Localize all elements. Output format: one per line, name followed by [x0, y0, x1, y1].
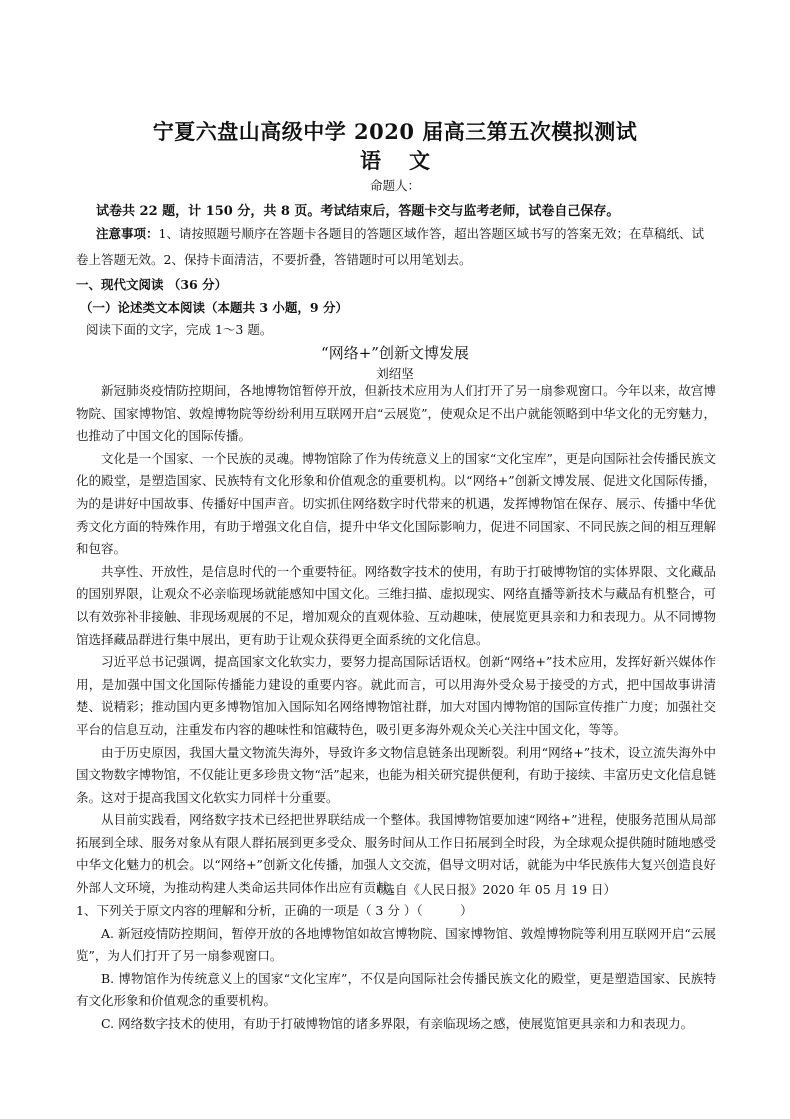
- reading-instruction: 阅读下面的文字，完成 1～3 题。: [86, 322, 273, 337]
- article-paragraph: 从目前实践看，网络数字技术已经把世界联结成一个整体。我国博物馆要加速“网络+”进程，使服务范围从局部拓展到全球、服务对象从有限人群拓展到更多受众、服务时间从工作日拓展到全时段，为全球观众提供随时随地感受中华文化魅力的机会。以“网络+”创新文化传播，加强人文交流，倡导文明对话，就能为中华民族伟大复兴创造良好外部人文环境，为推动构建人类命运共同体作出应有贡献。: [76, 812, 716, 896]
- attention-text: 1、请按照题号顺序在答题卡各题目的答题区域作答，超出答题区域书写的答案无效；在草稿纸、试卷上答题无效。2、保持卡面清洁，不要折叠，答错题时可以用笔划去。: [76, 226, 704, 267]
- option-c: C. 网络数字技术的使用，有助于打破博物馆的诸多界限，有亲临现场之感，使展览馆更具亲和力和表现力。: [101, 1015, 694, 1031]
- exam-notice: 试卷共 22 题，计 150 分，共 8 页。考试结束后，答题卡交与监考老师，试卷自己保存。: [96, 204, 620, 219]
- subsection-heading: （一）论述类文本阅读（本题共 3 小题，9 分）: [80, 300, 348, 315]
- option-a: A. 新冠疫情防控期间，暂停开放的各地博物馆如故宫博物院、国家博物馆、敦煌博物院等利用互联网开启“云展览”，为人们打开了另一扇参观窗口。: [76, 925, 716, 964]
- article-title: “网络+”创新文博发展: [321, 344, 469, 362]
- exam-title: 宁夏六盘山高级中学 2020 届高三第五次模拟测试: [152, 119, 638, 144]
- article-paragraph: 由于历史原因，我国大量文物流失海外，导致许多文物信息链条出现断裂。利用“网络+”技术，设立流失海外中国文物数字博物馆，不仅能让更多珍贵文物“活”起来，也能为相关研究提供便利，有助于接续、丰富历史文化信息链条。这对于提高我国文化软实力同样十分重要。: [76, 744, 716, 805]
- article-paragraph: 习近平总书记强调，提高国家文化软实力，要努力提高国际话语权。创新“网络+”技术应用，发挥好新兴媒体作用，是加强中国文化国际传播能力建设的重要内容。就此而言，可以用海外受众易于接受的方式，把中国故事讲清楚、说精彩；推动国内更多博物馆加入国际知名网络博物馆社群，加大对国内博物馆的国际宣传推广力度；加强社交平台的信息互动，注重发布内容的趣味性和馆藏特色，吸引更多海外观众关心关注中国文化，等等。: [76, 654, 716, 737]
- article-author: 刘绍坚: [376, 366, 414, 381]
- subject-title: 语文: [360, 148, 458, 173]
- attention-notes: [76, 221, 716, 273]
- section-heading: 一、现代文阅读 （36 分）: [76, 277, 228, 292]
- article-paragraph: 新冠肺炎疫情防控期间，各地博物馆暂停开放，但新技术应用为人们打开了另一扇参观窗口。今年以来，故宫博物院、国家博物馆、敦煌博物院等纷纷利用互联网开启“云展览”，使观众足不出户就能领略到中华文化的无穷魅力，也推动了中国文化的国际传播。: [76, 383, 716, 444]
- article-source: （选自《人民日报》2020 年 05 月 19 日）: [370, 882, 616, 897]
- setter-line: 命题人：: [369, 178, 420, 193]
- question-1: [76, 900, 716, 1036]
- article-body: [76, 380, 716, 900]
- attention-label: 注意事项：: [96, 226, 159, 241]
- option-b: B. 博物馆作为传统意义上的国家“文化宝库”，不仅是向国际社会传播民族文化的殿堂，更是塑造国家、民族特有文化形象和价值观念的重要机构。: [76, 970, 716, 1009]
- question-stem: 1、下列关于原文内容的理解和分析，正确的一项是（ 3 分 ）（ ）: [76, 903, 473, 918]
- article-paragraph: 文化是一个国家、一个民族的灵魂。博物馆除了作为传统意义上的国家“文化宝库”，更是向国际社会传播民族文化的殿堂，是塑造国家、民族特有文化形象和价值观念的重要机构。以“网络+”创新文博发展、促进文化国际传播，为的是讲好中国故事、传播好中国声音。切实抓住网络数字时代带来的机遇，发挥博物馆在保存、展示、传播中华优秀文化方面的特殊作用，有助于增强文化自信，提升中华文化国际影响力，促进不同国家、不同民族之间的相互理解和包容。: [76, 450, 716, 557]
- article-paragraph: 共享性、开放性，是信息时代的一个重要特征。网络数字技术的使用，有助于打破博物馆的实体界限、文化藏品的国别界限，让观众不必亲临现场就能感知中国文化。三维扫描、虚拟现实、网络直播等新技术与藏品有机整合，可以有效弥补非接触、非现场观展的不足，增加观众的直观体验、互动趣味，使展览更具亲和力和表现力。从不同博物馆选择藏品群进行集中展出，更有助于让观众获得更全面系统的文化信息。: [76, 563, 716, 647]
